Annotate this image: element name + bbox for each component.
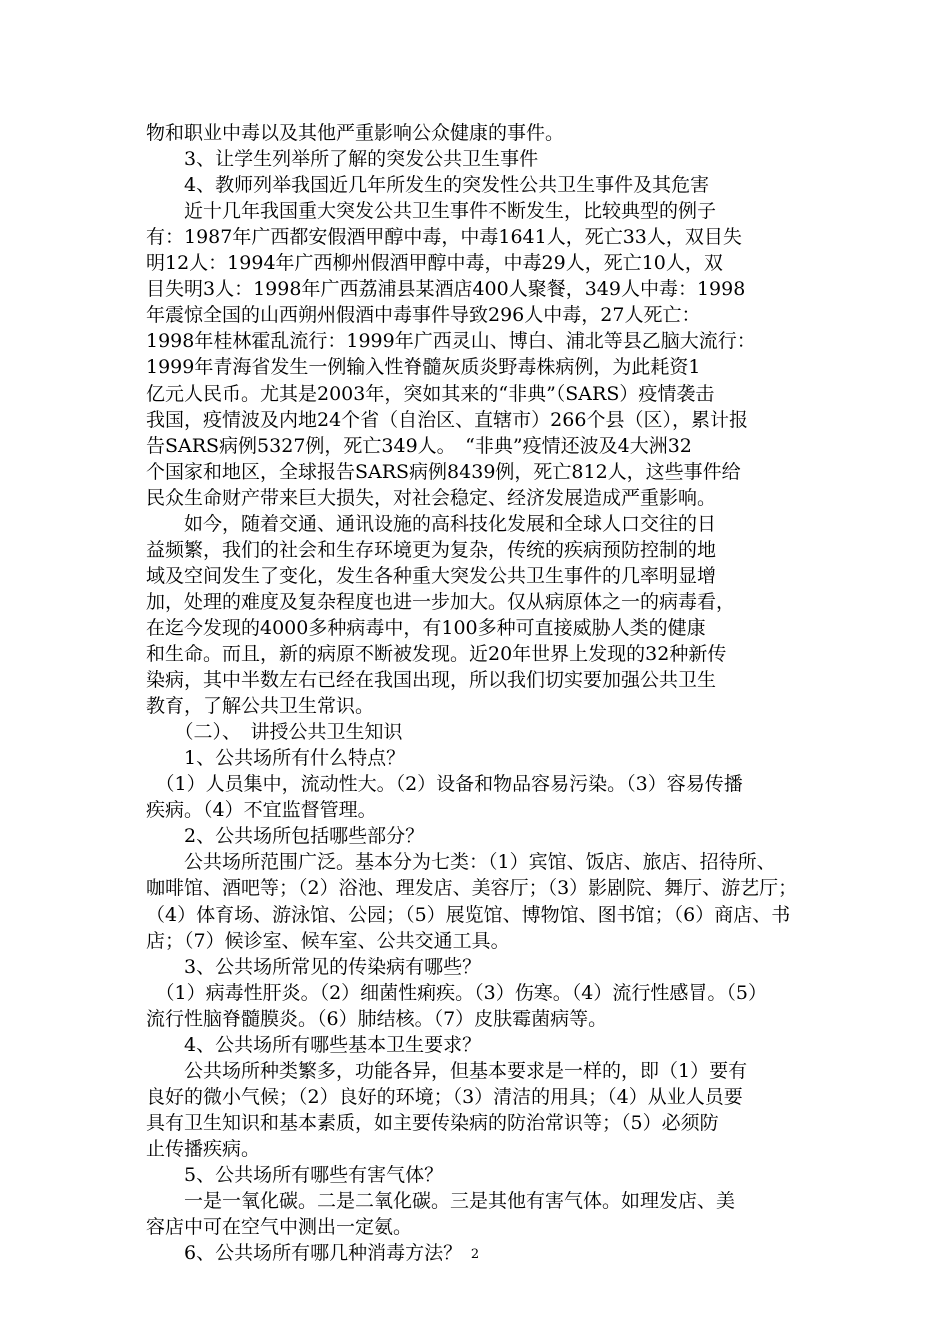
text-line: 5、公共场所有哪些有害气体？ <box>146 1164 444 1186</box>
text-line: 告SARS病例5327例，死亡349人。 “非典”疫情还波及4大洲32 <box>146 434 692 457</box>
text-line: 如今，随着交通、通讯设施的高科技化发展和全球人口交往的日 <box>146 512 717 535</box>
text-line: 流行性脑脊髓膜炎。（6）肺结核。（7）皮肤霉菌病等。 <box>146 1007 608 1030</box>
text-line: 有：1987年广西都安假酒甲醇中毒，中毒1641人，死亡33人，双目失 <box>146 226 742 249</box>
text-line: 域及空间发生了变化，发生各种重大突发公共卫生事件的几率明显增 <box>146 564 717 587</box>
text-line: 止传播疾病。 <box>146 1137 261 1160</box>
text-line: 目失明3人：1998年广西荔浦县某酒店400人聚餐，349人中毒：1998 <box>146 278 746 301</box>
page-number: 2 <box>470 1247 480 1262</box>
text-line: 染病，其中半数左右已经在我国出现，所以我们切实要加强公共卫生 <box>146 669 717 692</box>
text-line: 我国，疫情波及内地24个省（自治区、直辖市）266个县（区），累计报 <box>146 408 748 431</box>
text-line: （1）病毒性肝炎。（2）细菌性痢疾。（3）伤寒。（4）流行性感冒。（5） <box>146 981 767 1004</box>
text-line: 1、公共场所有什么特点？ <box>146 747 406 770</box>
text-line: 店；（7）候诊室、候车室、公共交通工具。 <box>146 929 510 952</box>
text-line: （4）体育场、游泳馆、公园；（5）展览馆、博物馆、图书馆；（6）商店、书 <box>146 903 791 926</box>
text-line: 和生命。而且，新的病原不断被发现。近20年世界上发现的32种新传 <box>146 643 727 665</box>
text-line: 在迄今发现的4000多种病毒中，有100多种可直接威胁人类的健康 <box>146 616 706 639</box>
text-line: 4、教师列举我国近几年所发生的突发性公共卫生事件及其危害 <box>146 174 710 197</box>
text-line: 2、公共场所包括哪些部分？ <box>146 825 425 848</box>
text-line: 年震惊全国的山西朔州假酒中毒事件导致296人中毒，27人死亡： <box>146 304 701 327</box>
text-line: 益频繁，我们的社会和生存环境更为复杂，传统的疾病预防控制的地 <box>146 538 717 561</box>
text-line: 4、公共场所有哪些基本卫生要求？ <box>146 1033 482 1056</box>
text-line: 咖啡馆、酒吧等；（2）浴池、理发店、美容厅；（3）影剧院、舞厅、游艺厅； <box>146 877 798 900</box>
text-line: 一是一氧化碳。二是二氧化碳。三是其他有害气体。如理发店、美 <box>146 1190 736 1213</box>
text-line: 个国家和地区，全球报告SARS病例8439例，死亡812人，这些事件给 <box>146 460 741 483</box>
text-line: 明12人：1994年广西柳州假酒甲醇中毒，中毒29人，死亡10人，双 <box>146 252 723 275</box>
text-line: 具有卫生知识和基本素质，如主要传染病的防治常识等；（5）必须防 <box>146 1111 719 1134</box>
text-line: 加，处理的难度及复杂程度也进一步加大。仅从病原体之一的病毒看， <box>146 590 736 613</box>
text-line: 容店中可在空气中测出一定氨。 <box>146 1216 413 1239</box>
text-line: 1998年桂林霍乱流行：1999年广西灵山、博白、浦北等县乙脑大流行： <box>146 330 756 353</box>
text-line: （二）、 讲授公共卫生知识 <box>146 721 403 744</box>
text-line: （1）人员集中，流动性大。（2）设备和物品容易污染。（3）容易传播 <box>146 773 743 796</box>
text-line: 3、公共场所常见的传染病有哪些？ <box>146 955 482 978</box>
text-line: 亿元人民币。尤其是2003年，突如其来的“非典”（SARS）疫情袭击 <box>146 382 715 405</box>
text-line: 良好的微小气候；（2）良好的环境；（3）清洁的用具；（4）从业人员要 <box>146 1085 743 1108</box>
text-line: 公共场所范围广泛。基本分为七类：（1）宾馆、饭店、旅店、招待所、 <box>146 851 776 874</box>
text-line: 疾病。（4）不宜监督管理。 <box>146 799 377 822</box>
text-line: 公共场所种类繁多，功能各异，但基本要求是一样的，即（1）要有 <box>146 1059 748 1082</box>
text-line: 3、让学生列举所了解的突发公共卫生事件 <box>146 148 539 171</box>
text-line: 6、公共场所有哪几种消毒方法？ <box>146 1242 463 1265</box>
text-line: 1999年青海省发生一例输入性脊髓灰质炎野毒株病例，为此耗资1 <box>146 356 701 379</box>
text-line: 教育，了解公共卫生常识。 <box>146 695 375 718</box>
text-line: 民众生命财产带来巨大损失，对社会稳定、经济发展造成严重影响。 <box>146 486 717 509</box>
text-line: 物和职业中毒以及其他严重影响公众健康的事件。 <box>146 122 565 144</box>
text-line: 近十几年我国重大突发公共卫生事件不断发生，比较典型的例子 <box>146 200 717 223</box>
